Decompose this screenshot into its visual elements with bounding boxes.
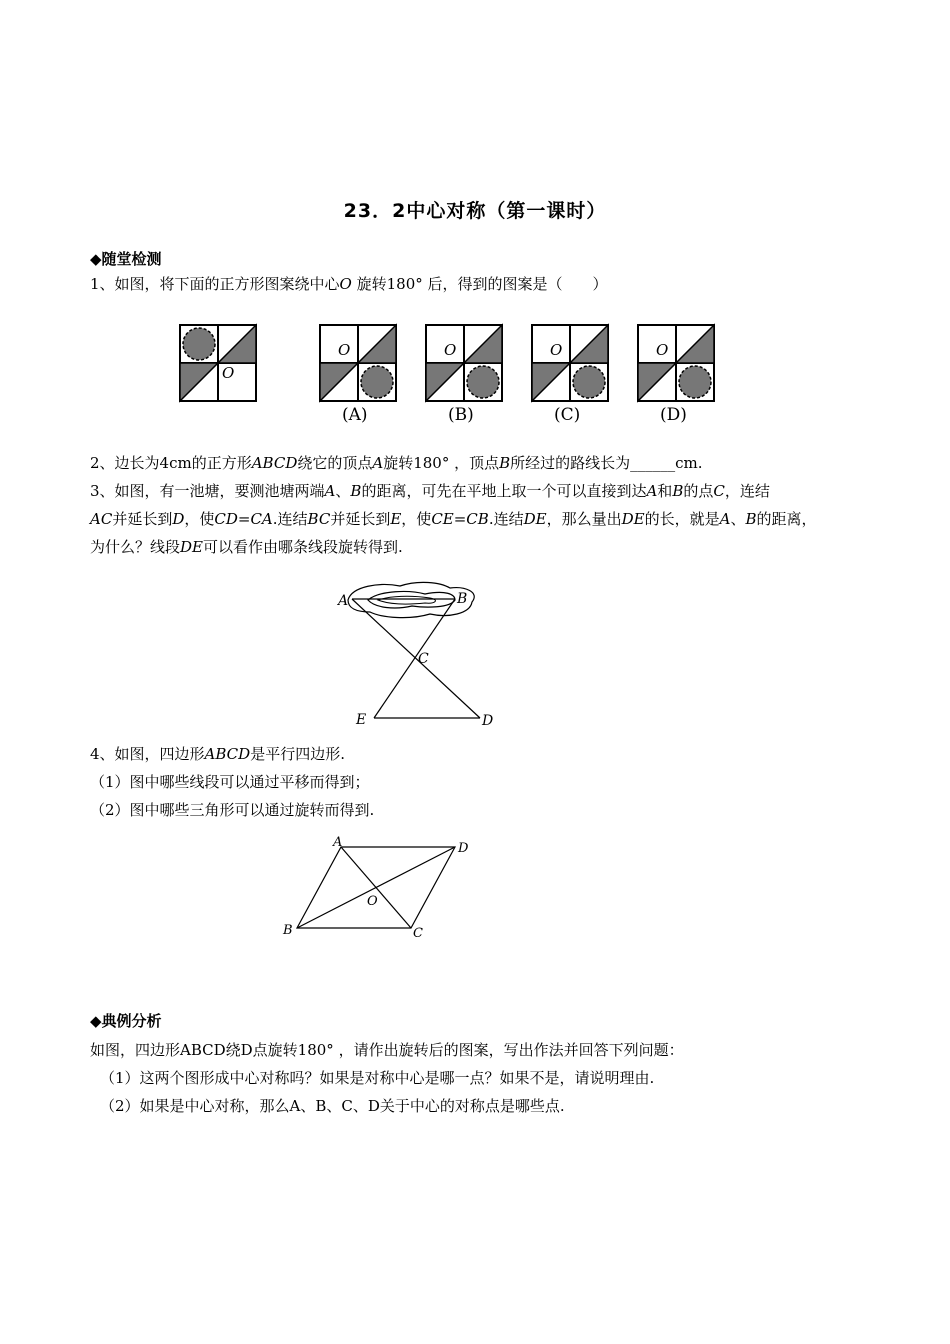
q2-text-d: 所经过的路线长为______cm. — [510, 454, 703, 472]
q1-option-d-label: (D) — [660, 405, 687, 425]
example-sub-2: （2）如果是中心对称，那么A、B、C、D关于中心的对称点是哪些点. — [100, 1097, 565, 1115]
q1-option-b-label: (B) — [448, 405, 474, 425]
section-heading-practice: ◆随堂检测 — [90, 250, 162, 268]
q4-label-O: O — [367, 894, 378, 909]
q1-text-a: 1、如图，将下面的正方形图案绕中心 — [90, 275, 340, 293]
q1-original-pattern — [180, 325, 256, 401]
q3-l1-A2: A — [646, 482, 658, 500]
example-text: 如图，四边形ABCD绕D点旋转180° ，请作出旋转后的图案，写出作法并回答下列问题： — [90, 1041, 684, 1059]
q1-option-c-label: (C) — [554, 405, 581, 425]
q1-option-b-o: O — [444, 341, 457, 359]
q1-option-b — [426, 325, 502, 425]
question-3-line-1 — [90, 481, 770, 501]
q3-l2-j: 的距离， — [756, 510, 817, 528]
q3-l2-h: 的长，就是 — [644, 510, 720, 528]
q1-option-a — [320, 325, 396, 425]
question-1-text — [90, 274, 608, 294]
q1-option-d — [638, 325, 714, 425]
q3-l1-a: 3、如图，有一池塘，要测池塘两端 — [90, 482, 325, 500]
q3-l2-c: .连结 — [272, 510, 308, 528]
q3-l2-e: ，使 — [401, 510, 432, 528]
q3-l2-CDCA: CD=CA — [214, 510, 273, 528]
q3-l1-d: 和 — [657, 482, 673, 500]
q1-center-label: O — [222, 364, 235, 382]
q1-option-c-o: O — [550, 341, 563, 359]
q3-l3-DE: DE — [180, 538, 203, 556]
q3-label-D: D — [482, 713, 494, 729]
q3-l1-e: 的点 — [683, 482, 714, 500]
q4-parallelogram-figure — [275, 832, 475, 944]
q4-label-B: B — [283, 923, 293, 938]
q3-l2-d: 并延长到 — [330, 510, 391, 528]
q3-l1-b: 、 — [335, 482, 351, 500]
q2-text-a: 2、边长为4cm的正方形 — [90, 454, 252, 472]
q3-l2-B: B — [745, 510, 757, 528]
q3-l2-A: A — [719, 510, 731, 528]
q4-text-b: 是平行四边形. — [250, 745, 345, 763]
q3-label-C: C — [418, 651, 429, 667]
q1-text-b: 旋转180° 后，得到的图案是（ ） — [351, 275, 608, 293]
q3-l2-BC: BC — [307, 510, 331, 528]
q3-l3-a: 为什么？线段 — [90, 538, 181, 556]
q3-l2-g: ，那么量出 — [546, 510, 622, 528]
q3-l2-D: D — [172, 510, 185, 528]
q4-abcd: ABCD — [204, 745, 251, 763]
q3-l2-AC: AC — [90, 510, 113, 528]
q1-figure — [170, 315, 730, 425]
q3-l2-f: .连结 — [488, 510, 524, 528]
question-3-line-2 — [90, 509, 817, 529]
q2-abcd: ABCD — [251, 454, 298, 472]
question-4-text — [90, 744, 345, 764]
q2-b: B — [499, 454, 511, 472]
question-3-line-3 — [90, 537, 403, 557]
section-heading-examples: ◆典例分析 — [90, 1012, 162, 1030]
question-2-text — [90, 453, 703, 473]
q3-l1-c: 的距离，可先在平地上取一个可以直接到达 — [361, 482, 647, 500]
q3-l2-DE2: DE — [621, 510, 645, 528]
q1-o: O — [339, 275, 352, 293]
q3-l2-E: E — [390, 510, 402, 528]
q3-l1-f: ，连结 — [724, 482, 770, 500]
question-4-sub-1: （1）图中哪些线段可以通过平移而得到； — [90, 773, 370, 791]
q1-option-a-o: O — [338, 341, 351, 359]
q3-l2-DE: DE — [523, 510, 547, 528]
q2-a: A — [372, 454, 384, 472]
q1-option-c — [532, 325, 608, 425]
q3-l1-C: C — [713, 482, 725, 500]
question-4-sub-2: （2）图中哪些三角形可以通过旋转而得到. — [90, 801, 375, 819]
example-sub-1: （1）这两个图形成中心对称吗？如果是对称中心是哪一点？如果不是，请说明理由. — [100, 1069, 655, 1087]
q1-option-d-o: O — [656, 341, 669, 359]
q1-option-a-label: (A) — [342, 405, 368, 425]
q3-l1-B: B — [350, 482, 362, 500]
q3-label-E: E — [356, 712, 367, 728]
q3-l2-CECB: CE=CB — [431, 510, 489, 528]
q3-label-B: B — [457, 591, 468, 607]
q4-label-C: C — [413, 926, 423, 941]
q4-text-a: 4、如图，四边形 — [90, 745, 205, 763]
q2-text-c: 旋转180° ，顶点 — [383, 454, 500, 472]
q3-l2-b: ，使 — [184, 510, 215, 528]
q4-label-A: A — [333, 835, 343, 850]
q3-label-A: A — [338, 593, 349, 609]
q3-l1-B2: B — [672, 482, 684, 500]
q2-text-b: 绕它的顶点 — [297, 454, 373, 472]
q3-l3-b: 可以看作由哪条线段旋转得到. — [203, 538, 403, 556]
q3-l2-i: 、 — [730, 510, 746, 528]
q4-label-D: D — [458, 841, 469, 856]
q3-l1-A: A — [324, 482, 336, 500]
q3-l2-a: 并延长到 — [112, 510, 173, 528]
page-title: 23．2中心对称（第一课时） — [343, 200, 607, 222]
q3-pond-figure — [330, 578, 510, 733]
